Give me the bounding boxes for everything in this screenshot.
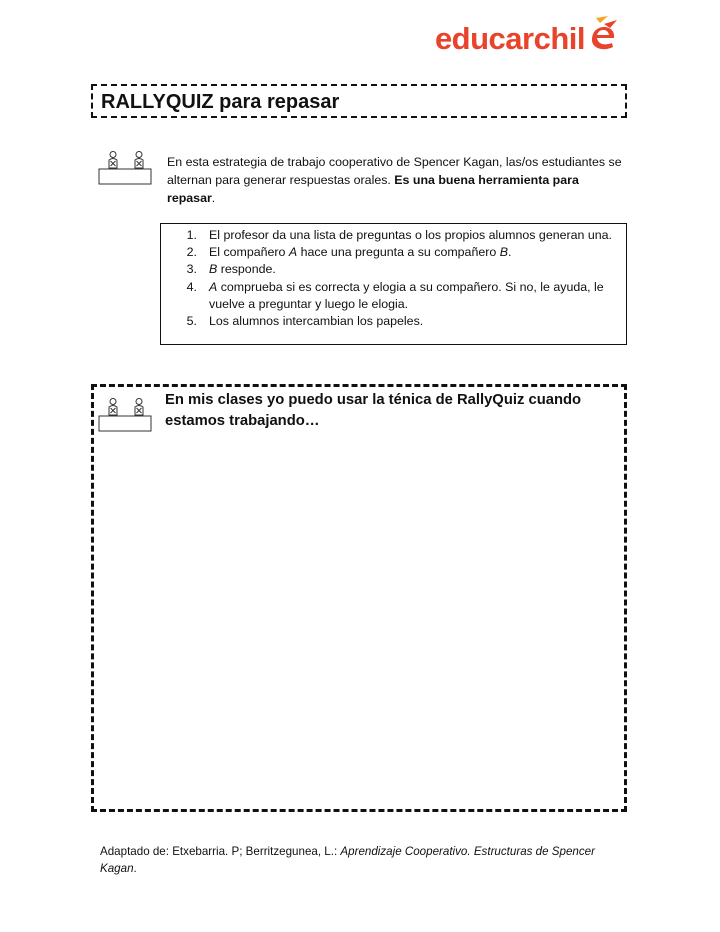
intro-text: En esta estrategia de trabajo cooperativo de Spencer Kagan, las/os estudiantes se alternan para generar respuestas orales. [167, 155, 622, 187]
step-text-part: El compañero [209, 245, 289, 260]
citation-text: Adaptado de: Etxebarria. P; Berritzegunea, L.: [100, 845, 341, 858]
citation-title: Aprendizaje Cooperativo. Estructuras de Spencer Kagan [100, 845, 595, 875]
page-title: RALLYQUIZ para repasar [101, 91, 340, 113]
step-text [209, 261, 613, 278]
list-item [173, 227, 613, 244]
step-role-letter: A [288, 245, 298, 260]
logo-wordmark: educarchil [434, 21, 585, 56]
step-text [209, 279, 613, 313]
logo-e-mark-icon [586, 14, 620, 54]
intro-highlight: Es una buena herramienta para repasar [167, 173, 579, 205]
list-item [173, 313, 613, 330]
steps-list [173, 227, 613, 330]
step-text-part: hace una pregunta a su compañero [297, 245, 500, 260]
step-text-part: El profesor da una lista de preguntas o los propios alumnos generan una. [209, 228, 612, 242]
step-text-part: Los alumnos intercambian los papeles. [209, 314, 424, 329]
step-role-letter: B [209, 262, 218, 277]
two-students-at-desk-icon [98, 150, 154, 186]
step-text [209, 244, 613, 261]
step-number: 4. [186, 279, 197, 294]
step-text [209, 227, 613, 244]
step-number: 5. [186, 314, 197, 329]
two-students-at-desk-icon [98, 397, 154, 433]
step-role-letter: A [209, 279, 218, 294]
reflection-box [91, 384, 627, 812]
step-number: 2. [186, 245, 197, 260]
step-text-part: comprueba si es correcta y elogia a su compañero. Si no, le ayuda, le vuelve a preguntar y luego le elogia. [209, 279, 604, 311]
step-text-part: . [507, 245, 512, 260]
step-text [209, 313, 613, 330]
step-number: 1. [186, 228, 197, 242]
intro-end: . [211, 191, 216, 205]
citation-end: . [133, 862, 137, 875]
educarchile-logo [435, 14, 620, 54]
footer-citation [100, 843, 620, 877]
svg-text:e: e [591, 44, 592, 45]
steps-box [160, 223, 627, 345]
step-text-part: responde. [217, 262, 276, 277]
list-item [173, 279, 613, 313]
step-number: 3. [186, 262, 197, 277]
title-box [91, 84, 627, 118]
list-item [173, 244, 613, 261]
reflection-prompt: En mis clases yo puedo usar la ténica de RallyQuiz cuando estamos trabajando… [165, 392, 582, 429]
list-item [173, 261, 613, 278]
step-role-letter: B [499, 245, 508, 260]
intro-paragraph [167, 153, 627, 207]
